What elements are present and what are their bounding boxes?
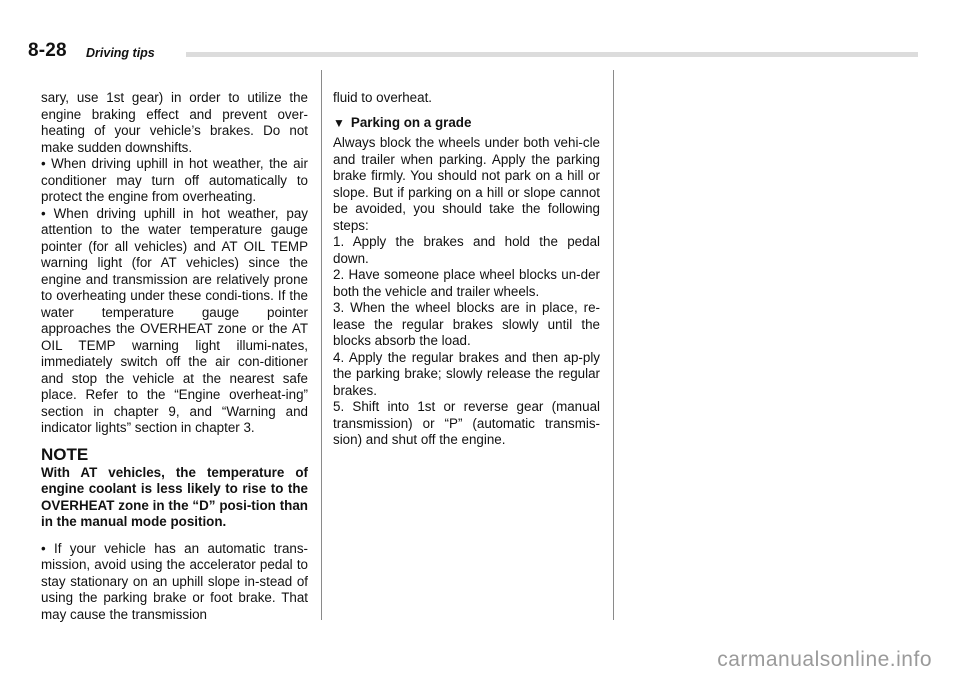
page-number: 8-28 [28, 40, 67, 61]
bullet-temperature-gauge: • When driving uphill in hot weather, pay attention to the water temperature gauge pointer (for all vehicles) and AT OIL TEMP warning light (for AT vehicles) since the engine and transmission are relatively prone to overheating under these condi-tions. If the water temperature gauge pointer approaches the OVERHEAT zone or the AT OIL TEMP warning light illumi-nates, immediately switch off the air con-ditioner and stop the vehicle at the nearest safe place. Refer to the “Engine overheat-ing” section in chapter 9, and “Warning and indicator lights” section in chapter 3. [41, 206, 308, 437]
triangle-marker-icon: ▼ [333, 115, 345, 130]
right-column [333, 90, 600, 449]
step-item: 1. Apply the brakes and hold the pedal down. [333, 234, 600, 266]
column-divider-right [613, 70, 614, 620]
column-divider-left [321, 70, 322, 620]
note-body: With AT vehicles, the temperature of engine coolant is less likely to rise to the OVERHEAT zone in the “D” posi-tion than in the manual mode position. [41, 464, 308, 529]
step-item: 3. When the wheel blocks are in place, re-lease the regular brakes slowly until the blocks absorb the load. [333, 300, 600, 348]
step-item: 5. Shift into 1st or reverse gear (manual transmission) or “P” (automatic transmis-sion) and shut off the engine. [333, 399, 600, 447]
intro-paragraph: sary, use 1st gear) in order to utilize the engine braking effect and prevent over-heating of your vehicle’s brakes. Do not make sudden downshifts. [41, 90, 308, 155]
parking-paragraph: Always block the wheels under both vehi-cle and trailer when parking. Apply the parking brake firmly. You should not park on a hill or slope. But if parking on a hill or slope cannot be avoided, you should take the following steps: [333, 135, 600, 233]
continuation-paragraph: fluid to overheat. [333, 90, 433, 105]
step-item: 4. Apply the regular brakes and then ap-ply the parking brake; slowly release the regular brakes. [333, 349, 600, 398]
bullet-air-conditioner: • When driving uphill in hot weather, the air conditioner may turn off automatically to protect the engine from overheating. [41, 156, 308, 206]
watermark: carmanualsonline.info [717, 648, 932, 671]
step-item: 2. Have someone place wheel blocks un-der both the vehicle and trailer wheels. [333, 267, 600, 299]
header-rule [186, 52, 918, 57]
page-header [28, 40, 918, 66]
subsection-heading [333, 115, 600, 132]
left-column [41, 90, 308, 623]
section-title: Driving tips [86, 46, 155, 60]
note-heading: NOTE [41, 444, 89, 464]
subsection-heading-text: Parking on a grade [350, 114, 472, 130]
bullet-automatic-transmission: • If your vehicle has an automatic trans-mission, avoid using the accelerator pedal to stay stationary on an uphill slope in-stead of using the parking brake or foot brake. That may cause the transmission [41, 541, 308, 624]
